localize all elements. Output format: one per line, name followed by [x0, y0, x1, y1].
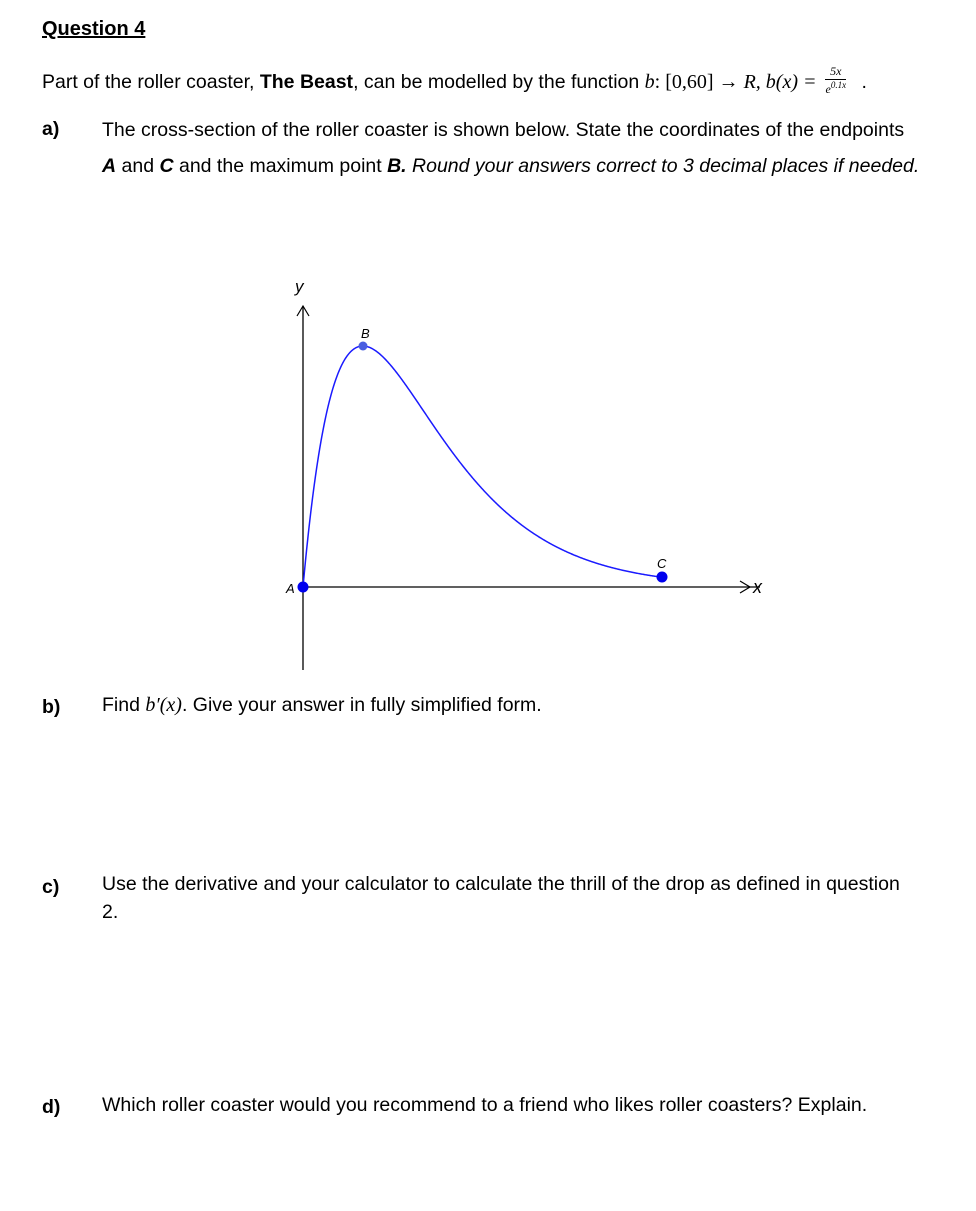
point-b-ref: B. [387, 155, 407, 177]
intro-end: . [861, 71, 867, 94]
coaster-name: The Beast [259, 71, 354, 94]
part-c-text: Use the derivative and your calculator to calculate the thrill of the drop as defined in question 2. [102, 873, 900, 923]
intro-before: Part of the roller coaster, [42, 71, 255, 94]
part-b-text [102, 694, 932, 717]
denominator-base: e [825, 82, 831, 96]
point-c [657, 572, 668, 583]
point-b-label: B [361, 326, 370, 341]
function-name: b [644, 71, 655, 94]
part-c-label: c) [42, 876, 60, 898]
fraction-numerator: 5x [825, 65, 846, 80]
point-c-ref: C [159, 155, 174, 177]
x-axis-label: x [753, 577, 762, 597]
function-codomain: R [743, 71, 756, 94]
part-d-label: d) [42, 1096, 61, 1118]
roller-coaster-curve [303, 346, 662, 587]
denominator-exponent: 0.1x [830, 80, 847, 90]
intro-after: , can be modelled by the function [353, 71, 640, 94]
point-c-label: C [657, 556, 667, 571]
y-axis-label: y [295, 277, 304, 296]
question-title: Question 4 [42, 18, 146, 40]
part-b-after: . Give your answer in fully simplified form. [181, 694, 542, 716]
part-a-label: a) [42, 118, 60, 140]
function-domain: : [0,60] → [654, 71, 744, 94]
point-a-label: A [286, 581, 295, 596]
part-d-text: Which roller coaster would you recommend to a friend who likes roller coasters? Explain. [102, 1094, 868, 1116]
part-a-instruction: Round your answers correct to 3 decimal places if needed. [406, 155, 920, 177]
part-a-text2: and the maximum point [173, 155, 388, 177]
point-b [359, 342, 368, 351]
part-a-text1: The cross-section of the roller coaster is shown below. State the coordinates of the endpoints [102, 119, 905, 141]
point-a [298, 582, 309, 593]
part-a-and: and [116, 155, 160, 177]
point-a-ref: A [102, 155, 117, 177]
derivative-expression: b′(x) [145, 694, 182, 716]
part-b-before: Find [102, 694, 146, 716]
function-definition: , b(x) = [755, 71, 822, 94]
part-b-label: b) [42, 696, 61, 718]
